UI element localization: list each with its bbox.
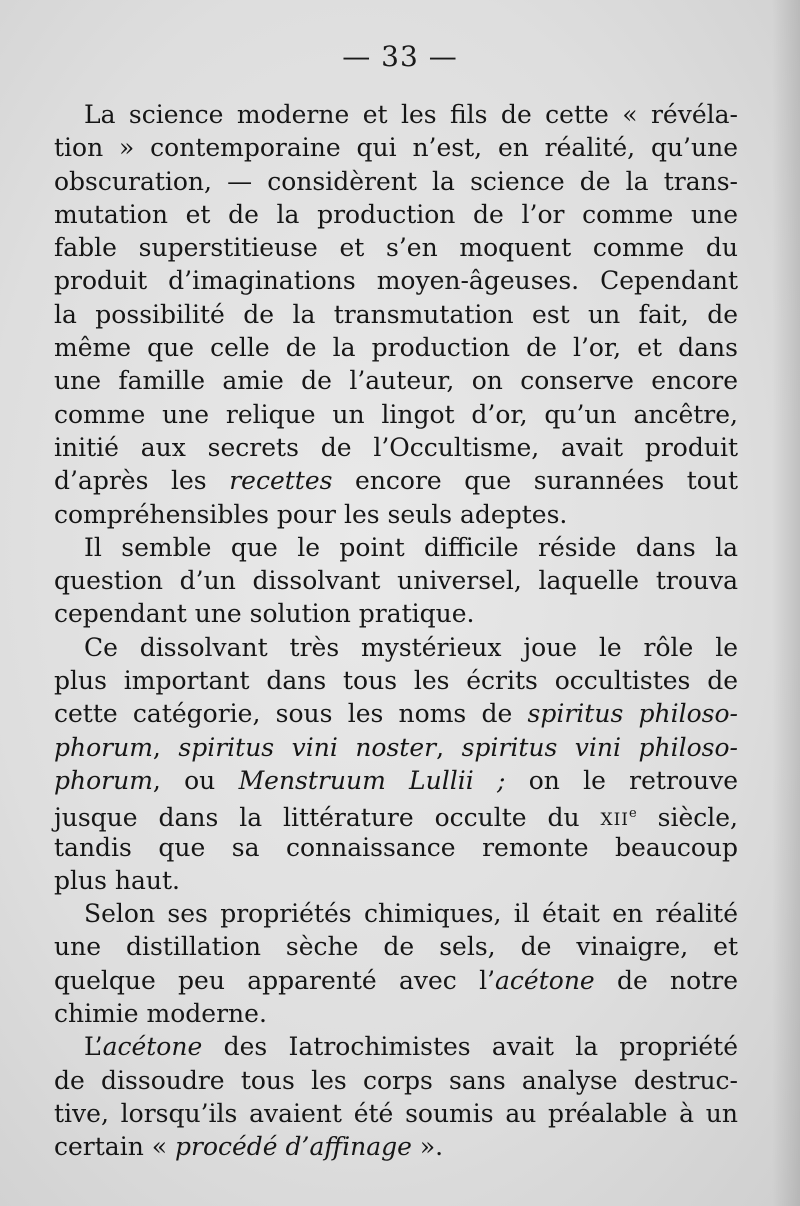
text-segment: initié aux secrets de l’Occultisme, avait produit [54, 432, 738, 462]
text-segment: de notre [594, 965, 738, 995]
text-segment: on le retrouve [505, 765, 738, 795]
text-segment: plus important dans tous les écrits occultistes de [54, 666, 738, 696]
text-segment: XII [600, 810, 630, 831]
text-segment: La science moderne et les fils de cette « révéla- [84, 100, 738, 129]
text-segment: Ce dissolvant très mystérieux joue le rôle le [84, 632, 738, 662]
italic-text: Menstruum Lullii ; [238, 765, 506, 795]
text-segment: jusque dans la littérature occulte du [54, 803, 601, 833]
text-segment: même que celle de la production de l’or, et dans [54, 333, 738, 363]
text-line [54, 98, 738, 131]
text-segment: de dissoudre tous les corps sans analyse destruc- [54, 1065, 738, 1095]
text-segment: certain « [54, 1132, 175, 1162]
text-line [54, 431, 738, 464]
italic-text: spiritus philoso- [527, 699, 738, 729]
text-line [54, 331, 738, 364]
text-line [54, 930, 738, 963]
text-line [54, 764, 738, 797]
text-line [54, 231, 738, 264]
text-segment: L’ [84, 1032, 103, 1062]
text-segment: , [152, 732, 179, 762]
text-segment: Selon ses propriétés chimiques, il était en réalité [84, 899, 738, 929]
text-line [54, 531, 738, 564]
text-line [54, 165, 738, 198]
text-line [54, 364, 738, 397]
italic-text: recettes [229, 466, 333, 496]
text-segment: encore que surannées tout [332, 466, 738, 496]
text-line [54, 1064, 738, 1097]
text-segment: Il semble que le point difficile réside dans la [84, 532, 738, 562]
text-segment: la possibilité de la transmutation est un fait, de [54, 299, 738, 329]
text-line [54, 997, 738, 1030]
text-line [54, 597, 738, 630]
text-segment: une distillation sèche de sels, de vinaigre, et [54, 932, 738, 962]
text-line [54, 298, 738, 331]
text-line [54, 1130, 738, 1163]
text-segment: siècle, [636, 803, 738, 833]
page-number: — 33 — [342, 40, 458, 73]
text-segment: produit d’imaginations moyen-âgeuses. Cependant [54, 266, 738, 296]
text-segment: tive, lorsqu’ils avaient été soumis au préalable à un [54, 1098, 738, 1128]
text-segment: une famille amie de l’auteur, on conserve encore [54, 366, 738, 396]
italic-text: spiritus vini philoso- [461, 732, 738, 762]
text-segment: cependant une solution pratique. [54, 599, 475, 629]
page-edge-shadow [772, 0, 800, 1206]
text-line [54, 1030, 738, 1063]
italic-text: procédé d’affinage [174, 1132, 412, 1162]
italic-text: phorum [54, 765, 153, 795]
text-line [54, 697, 738, 730]
text-line [54, 1097, 738, 1130]
text-segment: ». [411, 1132, 444, 1162]
text-segment: question d’un dissolvant universel, laquelle trouva [54, 566, 738, 596]
text-segment: , [436, 732, 462, 762]
text-segment: plus haut. [54, 865, 180, 895]
text-segment: fable superstitieuse et s’en moquent comme du [54, 233, 738, 263]
text-line [54, 198, 738, 231]
text-segment: , ou [152, 765, 239, 795]
text-segment: d’après les [54, 466, 230, 496]
text-segment: compréhensibles pour les seuls adeptes. [54, 499, 568, 529]
text-line [54, 964, 738, 997]
text-segment: mutation et de la production de l’or comme une [54, 199, 738, 229]
text-line [54, 864, 738, 897]
text-line [54, 831, 738, 864]
text-segment: cette catégorie, sous les noms de [54, 699, 528, 729]
italic-text: acétone [102, 1032, 203, 1062]
text-line [54, 131, 738, 164]
text-segment: obscuration, — considèrent la science de la trans- [54, 166, 738, 196]
text-line [54, 731, 738, 764]
text-segment: tion » contemporaine qui n’est, en réalité, qu’une [54, 133, 738, 163]
text-segment: des Iatrochimistes avait la propriété [202, 1032, 738, 1062]
body-text [54, 98, 738, 1164]
superscript: e [629, 806, 637, 822]
text-line [54, 498, 738, 531]
text-segment: tandis que sa connaissance remonte beaucoup [54, 832, 738, 862]
text-line [54, 631, 738, 664]
text-segment: chimie moderne. [54, 999, 267, 1029]
text-line [54, 264, 738, 297]
text-line [54, 398, 738, 431]
italic-text: acétone [495, 965, 595, 995]
italic-text: spiritus vini noster [178, 732, 437, 762]
italic-text: phorum [54, 732, 153, 762]
text-line [54, 797, 738, 833]
text-segment: comme une relique un lingot d’or, qu’un ancêtre, [54, 399, 738, 429]
text-line [54, 564, 738, 597]
text-line [54, 464, 738, 497]
text-line [54, 897, 738, 930]
text-line [54, 664, 738, 697]
text-segment: quelque peu apparenté avec l’ [54, 965, 496, 995]
